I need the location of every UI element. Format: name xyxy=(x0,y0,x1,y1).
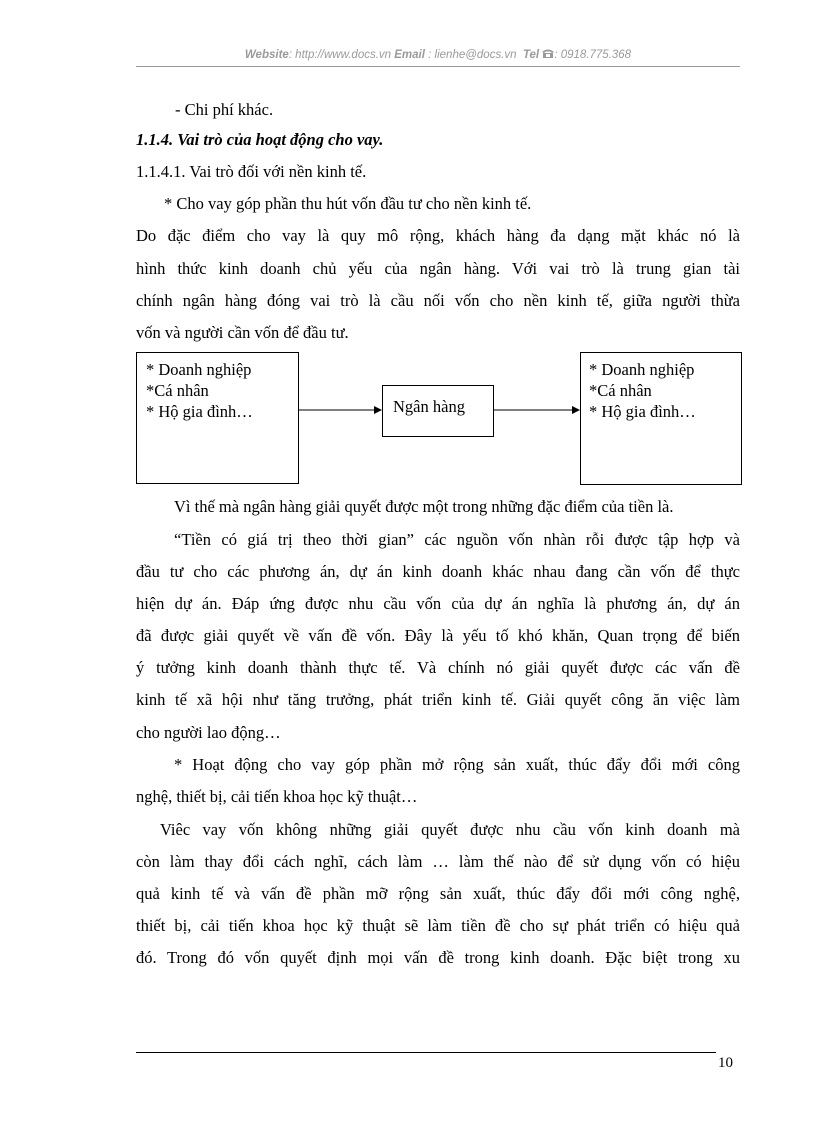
left-box-item: * Hộ gia đình… xyxy=(146,402,253,421)
paragraph-line: hiện dự án. Đáp ứng được nhu cầu vốn của dự án nghĩa là phương án, dự án xyxy=(136,594,740,613)
header-divider xyxy=(136,66,740,67)
paragraph-line: còn làm thay đổi cách nghĩ, cách làm … làm thế nào để sử dụng vốn có hiệu xyxy=(136,852,740,871)
section-heading: 1.1.4. Vai trò của hoạt động cho vay. xyxy=(136,130,384,149)
right-box-item: *Cá nhân xyxy=(589,381,652,400)
arrow-bank-to-right xyxy=(494,404,582,416)
right-box-item: * Hộ gia đình… xyxy=(589,402,696,421)
paragraph-line: Vì thế mà ngân hàng giải quyết được một trong những đặc điểm của tiền là. xyxy=(174,497,674,516)
subsection-heading: 1.1.4.1. Vai trò đối với nền kinh tế. xyxy=(136,162,367,181)
paragraph-line: chính ngân hàng đóng vai trò là cầu nối vốn cho nền kinh tế, giữa người thừa xyxy=(136,291,740,310)
paragraph-line: Viêc vay vốn không những giải quyết được nhu cầu vốn kinh doanh mà xyxy=(160,820,740,839)
paragraph-line: đã được giải quyết về vấn đề vốn. Đây là yếu tố khó khăn, Quan trọng để biến xyxy=(136,626,740,645)
paragraph-line: đầu tư cho các phương án, dự án kinh doanh khác nhau đang cần vốn để thực xyxy=(136,562,740,581)
arrow-left-to-bank xyxy=(298,404,384,416)
paragraph-line: kinh tế xã hội như tăng trưởng, phát triển kinh tế. Giải quyết công ăn việc làm xyxy=(136,690,740,709)
paragraph-line: quả kinh tế và vấn đề phần mỡ rộng sản xuất, thúc đẩy đổi mới công nghệ, xyxy=(136,884,740,903)
page-number: 10 xyxy=(718,1055,733,1071)
paragraph-line: cho người lao động… xyxy=(136,723,281,742)
tel-label: Tel xyxy=(522,49,540,61)
paragraph-line: thiết bị, cải tiến khoa học kỹ thuật sẽ làm tiền đề cho sự phát triển có hiệu quả xyxy=(136,916,740,935)
email-value: : lienhe@docs.vn xyxy=(428,49,517,61)
point-capital-attraction: * Cho vay góp phần thu hút vốn đầu tư cho nền kinh tế. xyxy=(164,194,532,213)
paragraph-line: “Tiền có giá trị theo thời gian” các nguồn vốn nhàn rỗi được tập hợp và xyxy=(174,530,740,549)
email-label: Email xyxy=(394,49,425,61)
center-box-label: Ngân hàng xyxy=(393,397,465,416)
right-box-item: * Doanh nghiệp xyxy=(589,360,695,379)
website-label: Website xyxy=(244,49,289,61)
phone-icon xyxy=(542,48,554,59)
left-box-item: * Doanh nghiệp xyxy=(146,360,252,379)
page-header xyxy=(136,48,740,61)
left-box-item: *Cá nhân xyxy=(146,381,209,400)
paragraph-line: nghệ, thiết bị, cải tiến khoa học kỹ thuật… xyxy=(136,787,418,806)
point-production-expansion: * Hoạt động cho vay góp phần mở rộng sản xuất, thúc đẩy đổi mới công xyxy=(174,755,740,774)
footer-divider xyxy=(136,1052,716,1053)
paragraph-line: Do đặc điểm cho vay là quy mô rộng, khách hàng đa dạng mặt khác nó là xyxy=(136,226,740,245)
paragraph-line: vốn và người cần vốn để đầu tư. xyxy=(136,323,349,342)
paragraph-line: ý tưởng kinh doanh thành thực tế. Và chính nó giải quyết được các vấn đề xyxy=(136,658,740,677)
bullet-other-costs: - Chi phí khác. xyxy=(175,100,274,119)
paragraph-line: đó. Trong đó vốn quyết định mọi vấn đề trong kinh doanh. Đặc biệt trong xu xyxy=(136,948,740,967)
tel-value: : 0918.775.368 xyxy=(554,49,632,61)
website-value: : http://www.docs.vn xyxy=(288,49,392,61)
paragraph-line: hình thức kinh doanh chủ yếu của ngân hàng. Với vai trò là trung gian tài xyxy=(136,259,740,278)
